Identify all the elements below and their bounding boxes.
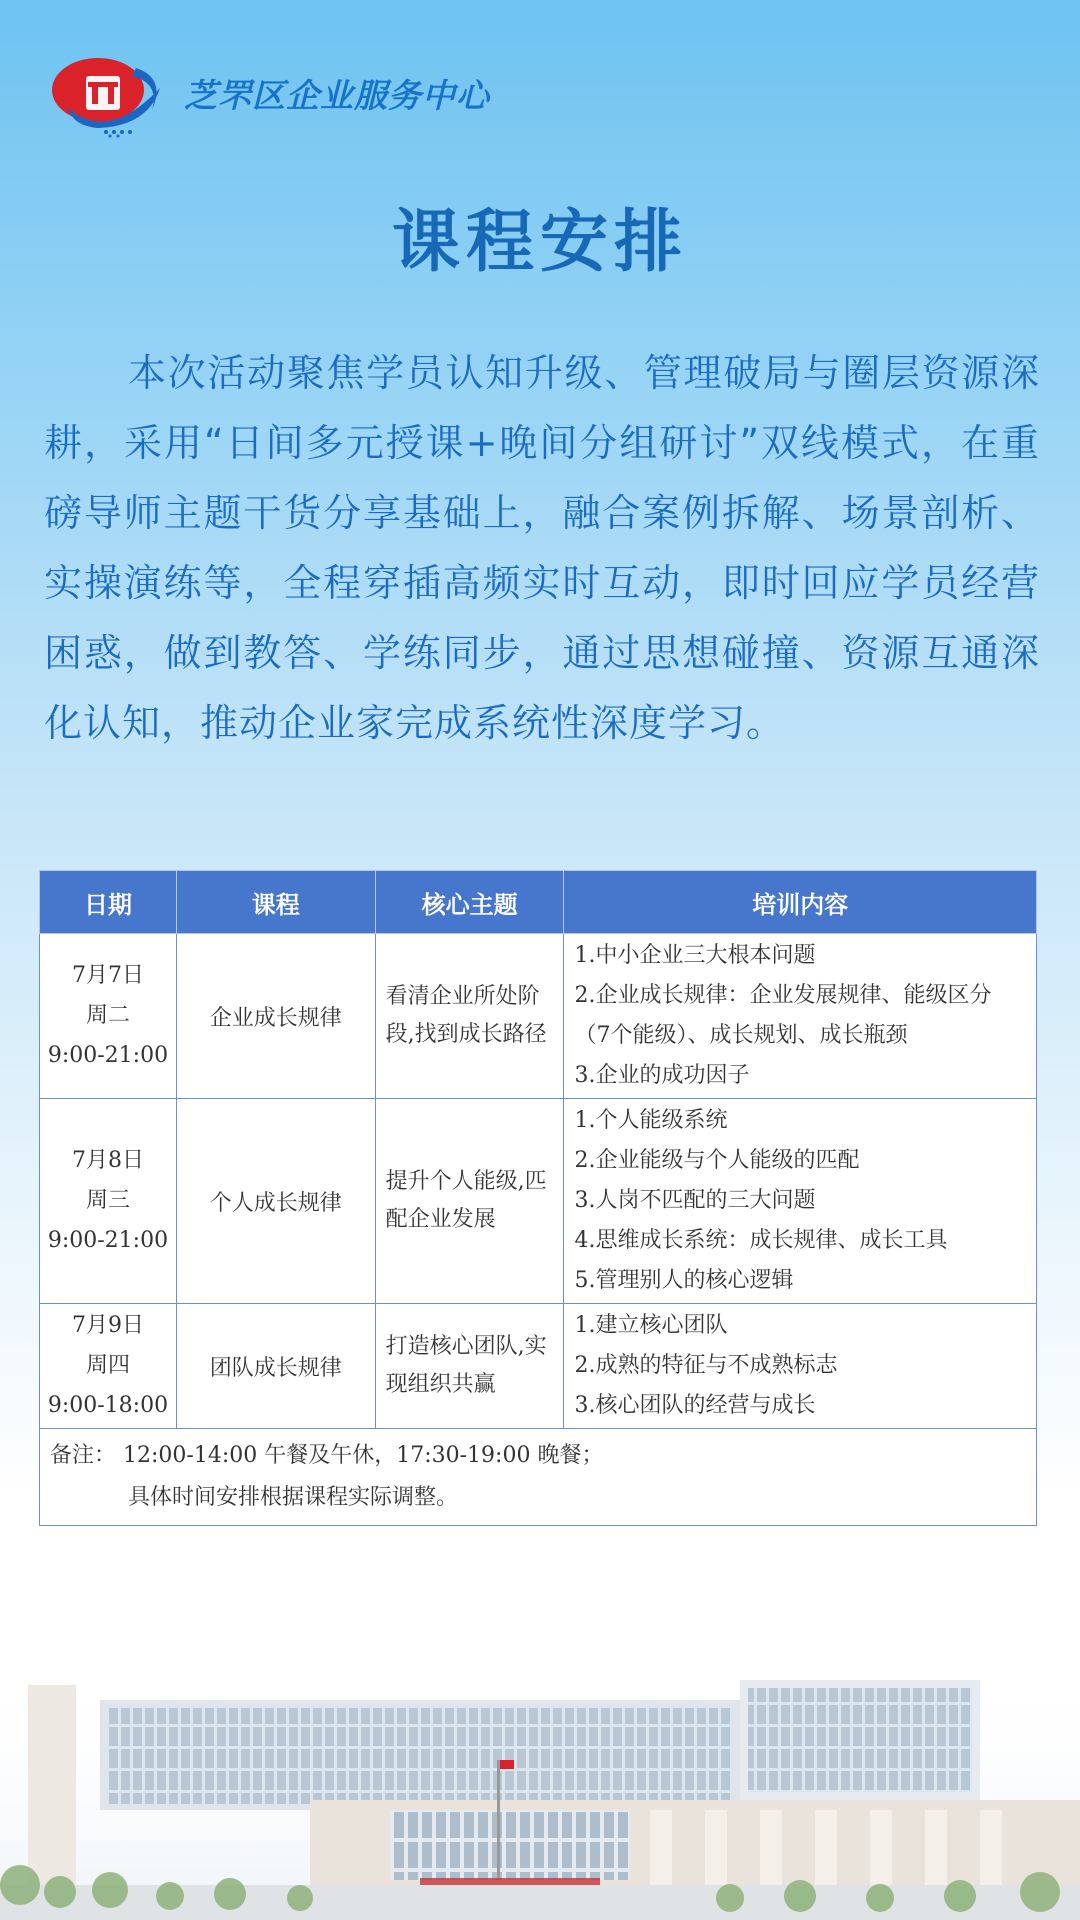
content-cell bbox=[564, 1099, 1037, 1304]
content-item: 3.企业的成功因子 bbox=[574, 1063, 750, 1088]
table-header-row bbox=[40, 871, 1037, 934]
table-row bbox=[40, 934, 1037, 1099]
note-line: 备注： 12:00-14:00 午餐及午休，17:30-19:00 晚餐； bbox=[50, 1443, 604, 1468]
content-cell bbox=[564, 1304, 1037, 1429]
content-item: 2.企业成长规律：企业发展规律、能级区分（7个能级）、成长规划、成长瓶颈 bbox=[574, 983, 992, 1048]
header-topic: 核心主题 bbox=[375, 871, 564, 934]
schedule-table bbox=[39, 870, 1037, 1526]
content-item: 4.思维成长系统：成长规律、成长工具 bbox=[574, 1228, 948, 1253]
date: 7月7日 bbox=[71, 963, 144, 988]
date: 7月8日 bbox=[71, 1148, 144, 1173]
time-range: 9:00-21:00 bbox=[47, 1228, 169, 1253]
intro-paragraph: 本次活动聚焦学员认知升级、管理破局与圈层资源深耕，采用“日间多元授课+晚间分组研讨”双线模式，在重磅导师主题干货分享基础上，融合案例拆解、场景剖析、实操演练等，全程穿插高频实时互动，即时回应学员经营困惑，做到教答、学练同步，通过思想碰撞、资源互通深化认知，推动企业家完成系统性深度学习。 bbox=[44, 351, 1040, 745]
weekday: 周四 bbox=[85, 1353, 130, 1378]
header-content: 培训内容 bbox=[564, 871, 1037, 934]
service-center-building-illustration bbox=[0, 1660, 1080, 1920]
date: 7月9日 bbox=[71, 1313, 144, 1338]
header-course: 课程 bbox=[176, 871, 375, 934]
page-title: 课程安排 bbox=[391, 203, 688, 282]
core-topic: 看清企业所处阶段,找到成长路径 bbox=[375, 934, 564, 1099]
time-range: 9:00-21:00 bbox=[47, 1043, 169, 1068]
weekday: 周三 bbox=[85, 1188, 130, 1213]
content-item: 3.人岗不匹配的三大问题 bbox=[574, 1188, 816, 1213]
course-name: 团队成长规律 bbox=[176, 1304, 375, 1429]
table-row bbox=[40, 1304, 1037, 1429]
header-date: 日期 bbox=[40, 871, 177, 934]
core-topic: 提升个人能级,匹配企业发展 bbox=[375, 1099, 564, 1304]
header bbox=[48, 48, 490, 138]
table-row bbox=[40, 1099, 1037, 1304]
date-cell bbox=[40, 1304, 177, 1429]
content-item: 2.成熟的特征与不成熟标志 bbox=[574, 1353, 838, 1378]
time-range: 9:00-18:00 bbox=[47, 1393, 169, 1418]
content-item: 1.中小企业三大根本问题 bbox=[574, 943, 816, 968]
note-line: 具体时间安排根据课程实际调整。 bbox=[128, 1485, 459, 1510]
content-cell bbox=[564, 934, 1037, 1099]
date-cell bbox=[40, 1099, 177, 1304]
table-note-row bbox=[40, 1429, 1037, 1526]
course-name: 个人成长规律 bbox=[176, 1099, 375, 1304]
core-topic: 打造核心团队,实现组织共赢 bbox=[375, 1304, 564, 1429]
content-item: 1.个人能级系统 bbox=[574, 1108, 728, 1133]
government-service-logo-icon bbox=[48, 48, 170, 138]
note-cell bbox=[40, 1429, 1037, 1526]
org-name: 芝罘区企业服务中心 bbox=[184, 75, 490, 115]
weekday: 周二 bbox=[85, 1003, 130, 1028]
course-name: 企业成长规律 bbox=[176, 934, 375, 1099]
date-cell bbox=[40, 934, 177, 1099]
content-item: 5.管理别人的核心逻辑 bbox=[574, 1268, 794, 1293]
content-item: 1.建立核心团队 bbox=[574, 1313, 728, 1338]
content-item: 2.企业能级与个人能级的匹配 bbox=[574, 1148, 860, 1173]
content-item: 3.核心团队的经营与成长 bbox=[574, 1393, 816, 1418]
